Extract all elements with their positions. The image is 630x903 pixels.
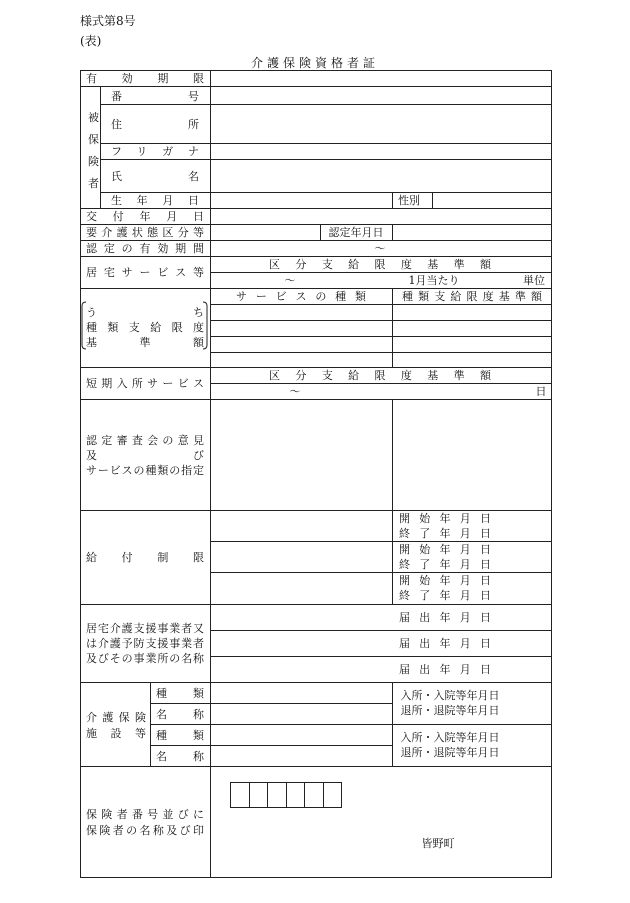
label-unit: 単位 [523, 274, 545, 287]
label-opinion-line-1: 認定審査会の意見 [86, 434, 204, 447]
facility-admit-1: 入所・入院等年月日 [400, 689, 500, 702]
label-name: 氏名 [111, 170, 199, 183]
label-opinion-line-2: 及 び [86, 449, 204, 462]
benefit-start-3: 開始年月日 [399, 574, 491, 587]
label-breakdown-line-2: 種類支給限度 [86, 321, 204, 334]
label-day: 日 [535, 385, 547, 398]
label-gender: 性別 [398, 194, 420, 207]
label-facility-line-1: 介護保険 [86, 711, 146, 724]
insurer-number-boxes[interactable] [231, 782, 342, 808]
form-number: 様式第8号 [80, 14, 136, 28]
form-title: 介護保険資格者証 [250, 56, 379, 70]
home-service-tilde: ～ [284, 274, 296, 287]
label-facility-line-2: 施 設 等 [86, 727, 146, 740]
label-benefit-limit: 給付制限 [86, 551, 204, 564]
label-insured-char-3: 険 [88, 155, 99, 168]
label-insured-char-1: 被 [88, 111, 99, 124]
short-stay-tilde: ～ [289, 385, 301, 398]
benefit-end-1: 終了年月日 [399, 527, 491, 540]
facility-kind-1: 種類 [156, 687, 204, 700]
facility-name-2: 名称 [156, 750, 204, 763]
label-cert-period: 認定の有効期間 [86, 242, 204, 255]
provider-notify-date-2: 届出年月日 [399, 637, 491, 650]
facility-discharge-1: 退所・退院等年月日 [400, 704, 500, 717]
label-insured-char-2: 保 [88, 133, 99, 146]
label-service-type: サービスの種類 [236, 290, 366, 303]
label-breakdown-line-1: う ち [86, 306, 204, 319]
label-provider-line-3: 及びその事業所の名称 [86, 652, 204, 665]
label-insured-char-4: 者 [88, 177, 99, 190]
label-short-stay-limit: 区分支給限度基準額 [269, 369, 491, 382]
label-provider-line-1: 居宅介護支援事業者又 [86, 622, 204, 635]
facility-kind-2: 種類 [156, 729, 204, 742]
facility-discharge-2: 退所・退院等年月日 [400, 746, 500, 759]
benefit-limit-grid [210, 542, 551, 573]
label-limit-amount: 区分支給限度基準額 [269, 258, 491, 271]
label-per-month: 1月当たり [408, 274, 460, 287]
label-furigana: フリガナ [111, 145, 199, 158]
provider-grid [210, 631, 551, 657]
label-care-level: 要介護状態区分等 [86, 226, 204, 239]
label-insurer-line-2: 保険者の名称及び印 [86, 824, 204, 837]
benefit-end-2: 終了年月日 [399, 558, 491, 571]
label-breakdown-line-3: 基 準 額 [86, 336, 204, 349]
label-short-stay: 短期入所サービス [86, 377, 204, 390]
form-side-label: (表) [80, 34, 102, 48]
insurer-name: 皆野町 [421, 837, 455, 850]
label-address: 住所 [111, 118, 199, 131]
label-home-service: 居宅サービス等 [86, 266, 204, 279]
label-validity: 有効期限 [86, 72, 204, 85]
label-insurer-line-1: 保険者番号並びに [86, 808, 204, 821]
benefit-start-1: 開始年月日 [399, 512, 491, 525]
benefit-end-3: 終了年月日 [399, 589, 491, 602]
label-issue-date: 交付年月日 [86, 210, 204, 223]
provider-notify-date-1: 届出年月日 [399, 611, 491, 624]
provider-notify-date-3: 届出年月日 [399, 663, 491, 676]
breakdown-grid [210, 305, 551, 353]
benefit-start-2: 開始年月日 [399, 543, 491, 556]
label-cert-date: 認定年月日 [328, 226, 384, 239]
label-opinion-line-3: サービスの種類の指定 [86, 464, 204, 477]
label-type-limit: 種類支給限度基準額 [402, 290, 542, 303]
label-provider-line-2: は介護予防支援事業者 [86, 637, 204, 650]
label-birthdate: 生年月日 [111, 194, 199, 207]
label-number: 番号 [111, 90, 199, 103]
cert-period-tilde: ～ [374, 242, 386, 255]
facility-name-1: 名称 [156, 708, 204, 721]
facility-admit-2: 入所・入院等年月日 [400, 731, 500, 744]
